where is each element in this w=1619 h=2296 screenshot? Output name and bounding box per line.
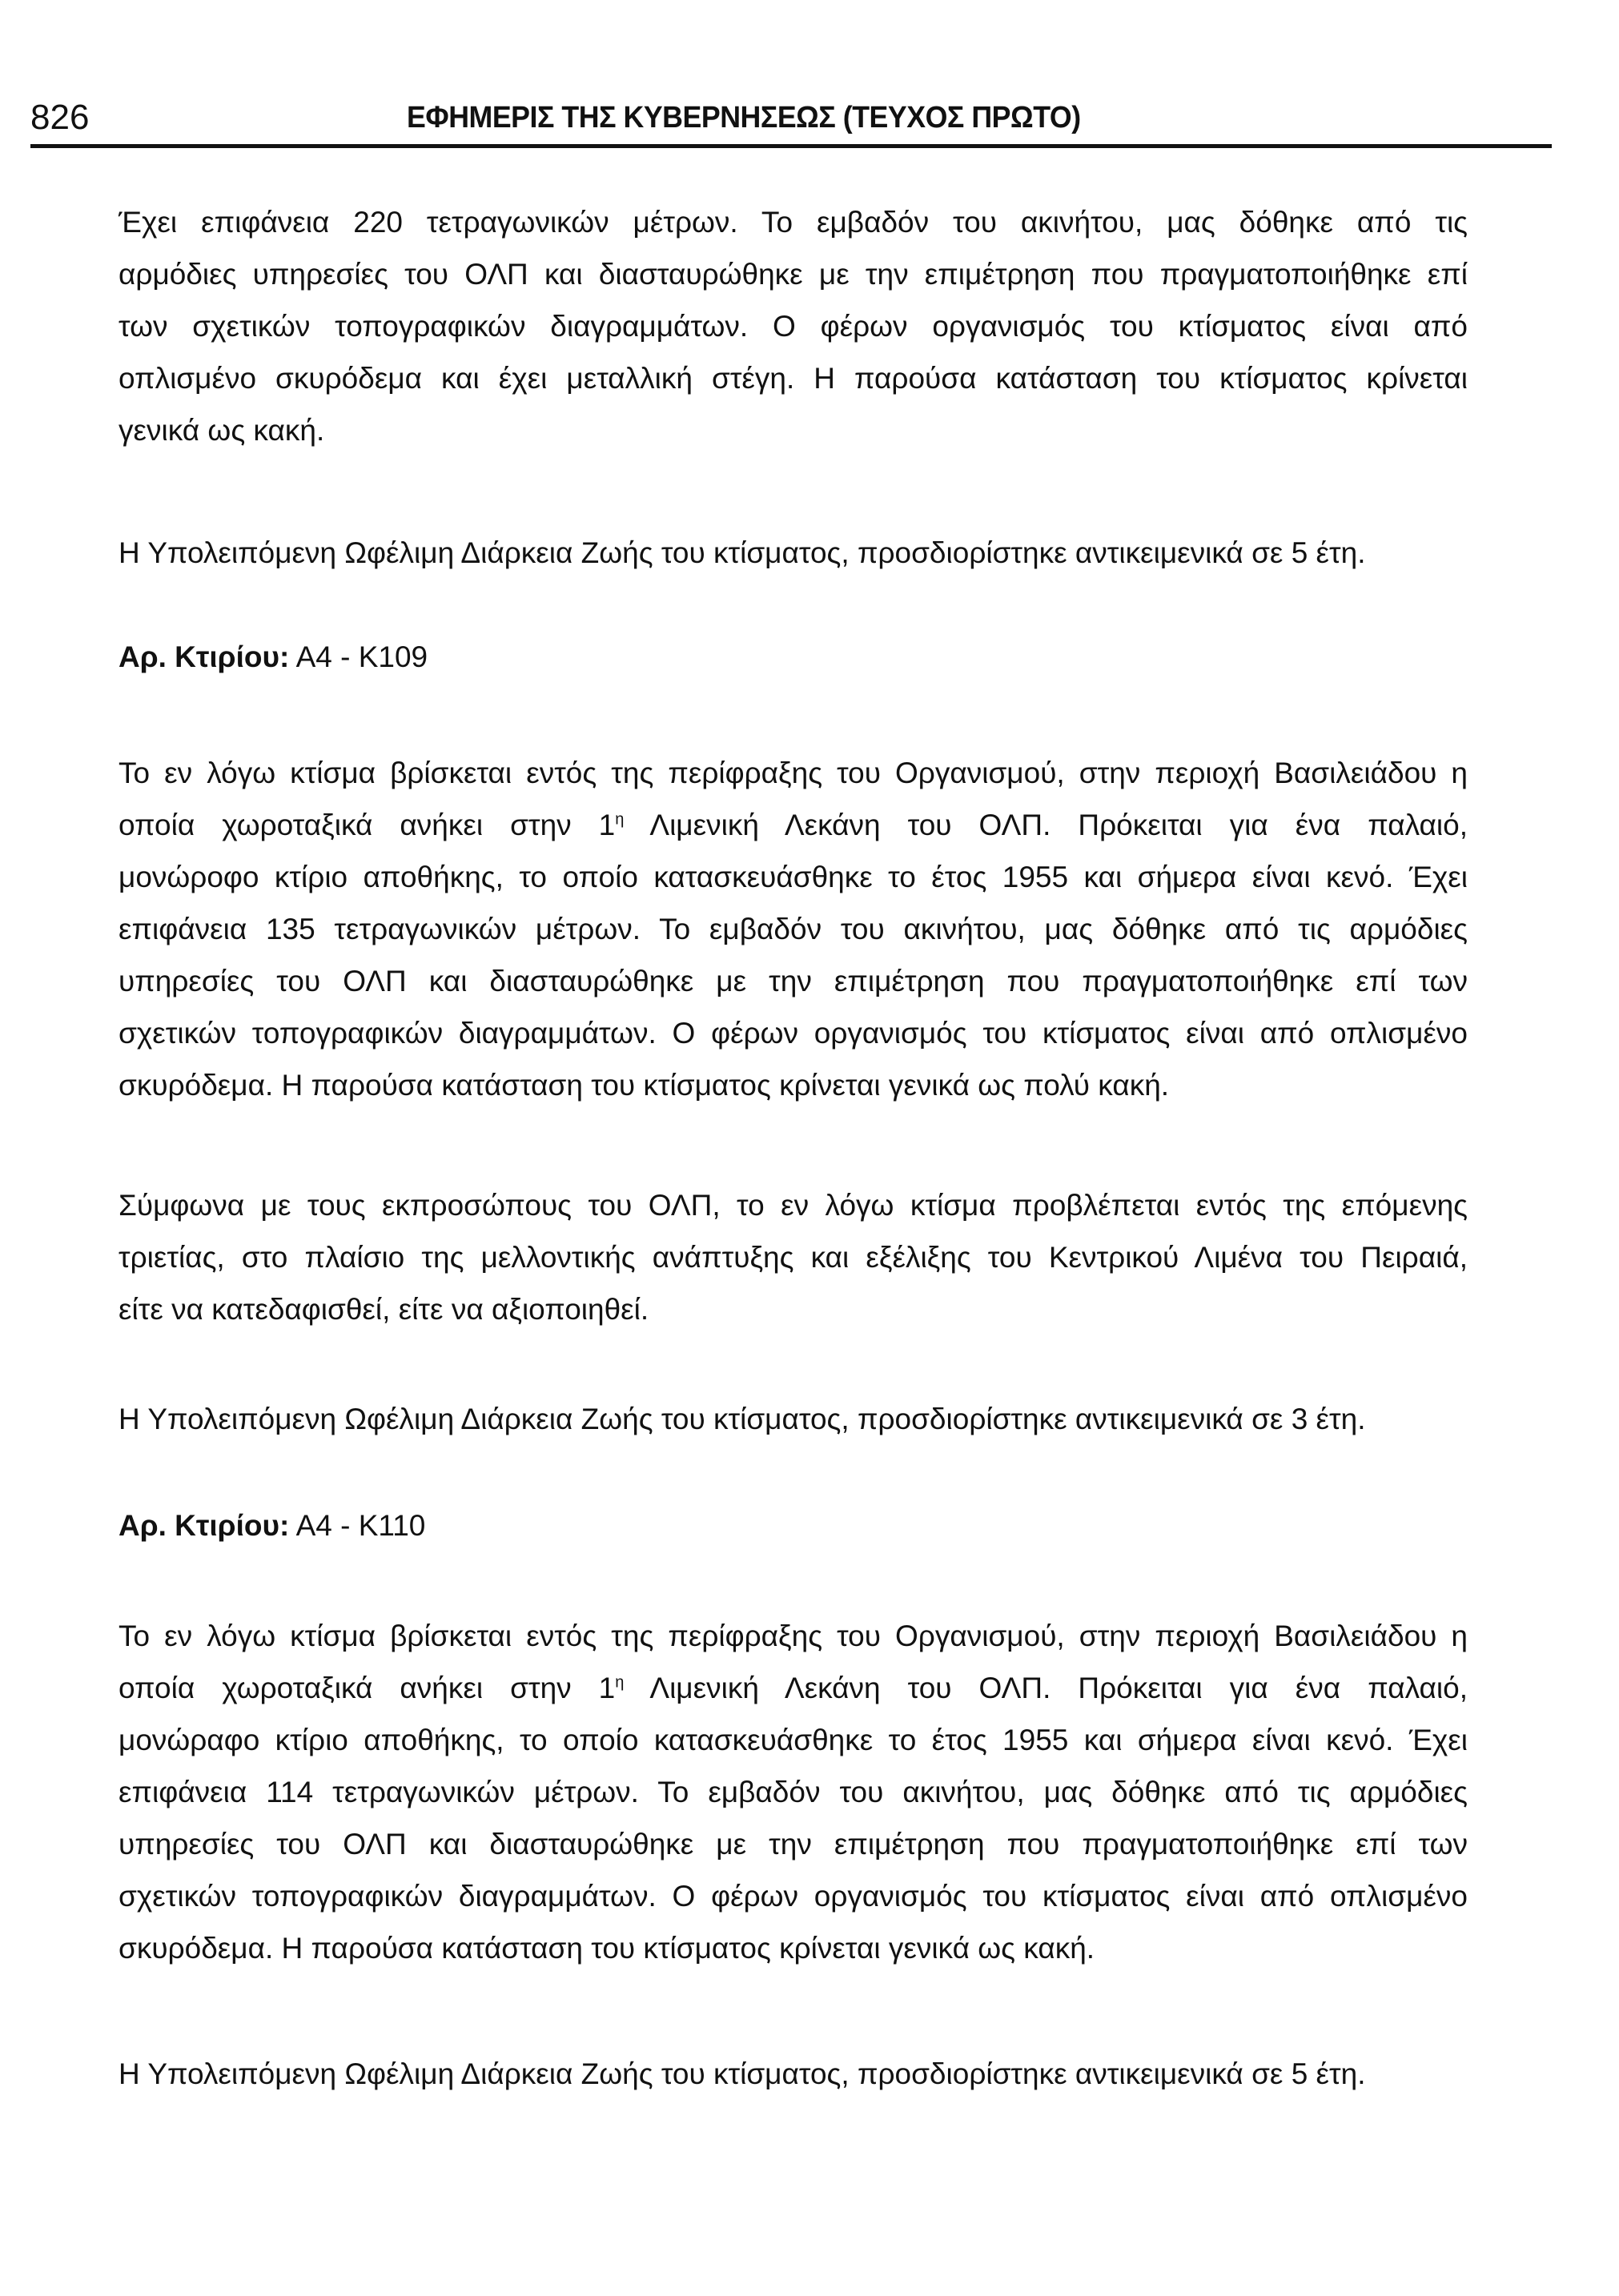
text-line: αρμόδιες υπηρεσίες του ΟΛΠ και διασταυρώθηκε με την επιμέτρηση που πραγματοποιήθηκε επί: [119, 258, 1468, 291]
building-code: Α4 - Κ110: [295, 1509, 426, 1542]
remaining-life-paragraph-1: [119, 527, 1468, 579]
text-line: Η Υπολειπόμενη Ωφέλιμη Διάρκεια Ζωής του κτίσματος, προσδιορίστηκε αντικειμενικά σε 5 έτη.: [119, 536, 1366, 569]
building-number-label: Αρ. Κτιρίου:: [119, 1509, 290, 1542]
ordinal-superscript: η: [615, 1673, 625, 1692]
page-number: 826: [30, 98, 90, 137]
text-line: υπηρεσίες του ΟΛΠ και διασταυρώθηκε με την επιμέτρηση που πραγματοποιήθηκε επί των: [119, 1828, 1468, 1860]
remaining-life-paragraph-k110: [119, 2048, 1468, 2100]
text-line: Το εν λόγω κτίσμα βρίσκεται εντός της περίφραξης του Οργανισμού, στην περιοχή Βασιλειάδου η: [119, 1620, 1468, 1652]
text-line: οπλισμένο σκυρόδεμα και έχει μεταλλική στέγη. Η παρούσα κατάσταση του κτίσματος κρίνεται: [119, 362, 1468, 395]
text-line: Η Υπολειπόμενη Ωφέλιμη Διάρκεια Ζωής του κτίσματος, προσδιορίστηκε αντικειμενικά σε 3 έτη.: [119, 1403, 1366, 1435]
text-line: σκυρόδεμα. Η παρούσα κατάσταση του κτίσματος κρίνεται γενικά ως πολύ κακή.: [119, 1069, 1170, 1102]
text-line: Έχει επιφάνεια 220 τετραγωνικών μέτρων. Το εμβαδόν του ακινήτου, μας δόθηκε από τις: [119, 206, 1468, 239]
text-line: μονώραφο κτίριο αποθήκης, το οποίο κατασκευάσθηκε το έτος 1955 και σήμερα είναι κενό. Έχει: [119, 1724, 1468, 1756]
text-line: σκυρόδεμα. Η παρούσα κατάσταση του κτίσματος κρίνεται γενικά ως κακή.: [119, 1932, 1095, 1965]
text-line: είτε να κατεδαφισθεί, είτε να αξιοποιηθεί.: [119, 1293, 649, 1326]
building-heading-k110: [119, 1499, 425, 1551]
text-line: οποία χωροταξικά ανήκει στην $1^\eta$ Λιμενική Λεκάνη του ΟΛΠ. Πρόκειται για ένα παλαιό,: [119, 1672, 1468, 1704]
building-number-label: Αρ. Κτιρίου:: [119, 640, 290, 673]
remaining-life-paragraph-k109: [119, 1393, 1468, 1445]
text-line: σχετικών τοπογραφικών διαγραμμάτων. Ο φέρων οργανισμός του κτίσματος είναι από οπλισμένο: [119, 1880, 1468, 1913]
description-paragraph-k110: [119, 1610, 1468, 1974]
text-line: επιφάνεια 114 τετραγωνικών μέτρων. Το εμβαδόν του ακινήτου, μας δόθηκε από τις αρμόδιες: [119, 1776, 1468, 1808]
ordinal-superscript: η: [615, 810, 625, 829]
text-line: οποία χωροταξικά ανήκει στην $1^\eta$ Λιμενική Λεκάνη του ΟΛΠ. Πρόκειται για ένα παλαιό,: [119, 809, 1468, 841]
text-line: των σχετικών τοπογραφικών διαγραμμάτων. Ο φέρων οργανισμός του κτίσματος είναι από: [119, 310, 1468, 343]
text-line: Το εν λόγω κτίσμα βρίσκεται εντός της περίφραξης του Οργανισμού, στην περιοχή Βασιλειάδου η: [119, 757, 1468, 789]
text-line: μονώροφο κτίριο αποθήκης, το οποίο κατασκευάσθηκε το έτος 1955 και σήμερα είναι κενό. Έχει: [119, 861, 1468, 893]
building-heading-k109: [119, 631, 428, 683]
future-plan-paragraph-k109: [119, 1179, 1468, 1335]
paragraph-continuation: [119, 196, 1468, 456]
description-paragraph-k109: [119, 747, 1468, 1111]
text-line: υπηρεσίες του ΟΛΠ και διασταυρώθηκε με την επιμέτρηση που πραγματοποιήθηκε επί των: [119, 965, 1468, 997]
text-line: σχετικών τοπογραφικών διαγραμμάτων. Ο φέρων οργανισμός του κτίσματος είναι από οπλισμένο: [119, 1017, 1468, 1050]
text-line: τριετίας, στο πλαίσιο της μελλοντικής ανάπτυξης και εξέλιξης του Κεντρικού Λιμένα του Πειραιά,: [119, 1241, 1468, 1274]
text-line: Σύμφωνα με τους εκπροσώπους του ΟΛΠ, το εν λόγω κτίσμα προβλέπεται εντός της επόμενης: [119, 1189, 1468, 1222]
text-line: Η Υπολειπόμενη Ωφέλιμη Διάρκεια Ζωής του κτίσματος, προσδιορίστηκε αντικειμενικά σε 5 έτη.: [119, 2057, 1366, 2090]
building-code: Α4 - Κ109: [295, 640, 428, 673]
running-title: ΕΦΗΜΕΡΙΣ ΤΗΣ ΚΥΒΕΡΝΗΣΕΩΣ (ΤΕΥΧΟΣ ΠΡΩΤΟ): [407, 101, 1081, 134]
text-line: επιφάνεια 135 τετραγωνικών μέτρων. Το εμβαδόν του ακινήτου, μας δόθηκε από τις αρμόδιες: [119, 913, 1468, 945]
header-rule: [30, 144, 1552, 148]
text-line: γενικά ως κακή.: [119, 414, 325, 447]
